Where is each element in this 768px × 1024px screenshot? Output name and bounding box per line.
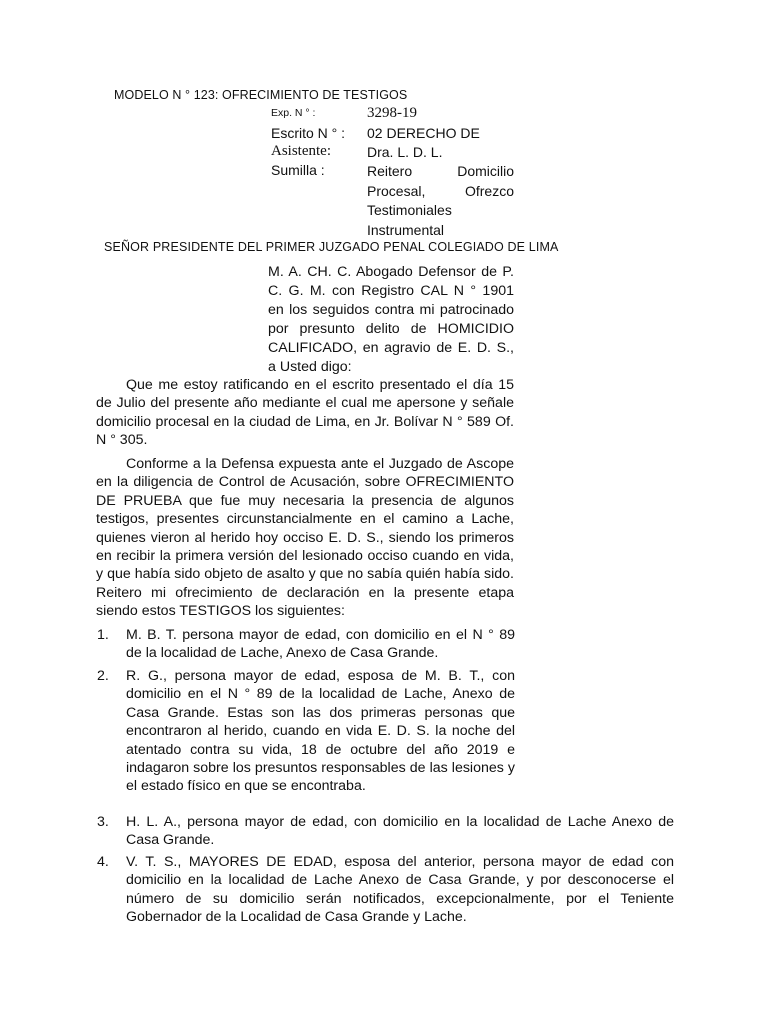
list-text: M. B. T. persona mayor de edad, con domicilio en el N ° 89 de la localidad de Lache, Anexo de Casa Grande. (126, 627, 515, 662)
list-text: H. L. A., persona mayor de edad, con domicilio en la localidad de Lache Anexo de Casa Grande. (126, 814, 674, 849)
exp-label: Exp. N ° : (271, 107, 316, 119)
exp-value: 3298-19 (367, 105, 417, 121)
document-title: MODELO N ° 123: OFRECIMIENTO DE TESTIGOS (114, 88, 408, 102)
escrito-label: Escrito N ° : (271, 125, 346, 141)
list-number: 4. (97, 854, 109, 870)
asistente-label: Asistente: (271, 143, 331, 159)
list-number: 2. (97, 668, 109, 684)
escrito-value: 02 DERECHO DE (367, 125, 480, 141)
asistente-value: Dra. L. D. L. (367, 144, 443, 160)
list-number: 1. (97, 627, 109, 643)
list-text: V. T. S., MAYORES DE EDAD, esposa del anterior, persona mayor de edad con domicilio en la localidad de Lache Anexo de Casa Grande, y por desconocerse el número de su domicilio serán notificados, excepcionalmente, por el Teniente Gobernador de la Localidad de Casa Grande y Lache. (126, 854, 674, 926)
sumilla-label: Sumilla : (271, 162, 325, 178)
sumilla-value: Reitero Domicilio Procesal, Ofrezco Testimoniales Instrumental (367, 163, 514, 238)
addressee: SEÑOR PRESIDENTE DEL PRIMER JUZGADO PENAL COLEGIADO DE LIMA (104, 240, 559, 254)
intro-paragraph: M. A. CH. C. Abogado Defensor de P. C. G. M. con Registro CAL N ° 1901 en los seguidos contra mi patrocinado por presunto delito de HOMICIDIO CALIFICADO, en agravio de E. D. S., a Usted digo: (268, 264, 514, 375)
paragraph-ratification: Que me estoy ratificando en el escrito presentado el día 15 de Julio del presente año mediante el cual me apersone y señale domicilio procesal en la ciudad de Lima, en Jr. Bolívar N ° 589 Of. N ° 305. (96, 377, 514, 449)
list-number: 3. (97, 814, 109, 830)
list-text: R. G., persona mayor de edad, esposa de M. B. T., con domicilio en el N ° 89 de la localidad de Lache, Anexo de Casa Grande. Estas son las dos primeras personas que encontraron al herido, cuando en vida E. D. S. la noche del atentado contra su vida, 18 de octubre del año 2019 e indagaron sobre los presuntos responsables de las lesiones y el estado físico en que se encontraba. (126, 668, 515, 795)
paragraph-defense: Conforme a la Defensa expuesta ante el Juzgado de Ascope en la diligencia de Control de Acusación, sobre OFRECIMIENTO DE PRUEBA que fue muy necesaria la presencia de algunos testigos, presentes circunstancialmente en el camino a Lache, quienes vieron al herido hoy occiso E. D. S., siendo los primeros en recibir la primera versión del lesionado occiso cuando en vida, y que había sido objeto de asalto y que no sabía quién había sido. Reitero mi ofrecimiento de declaración en la presente etapa siendo estos TESTIGOS los siguientes: (96, 456, 514, 620)
